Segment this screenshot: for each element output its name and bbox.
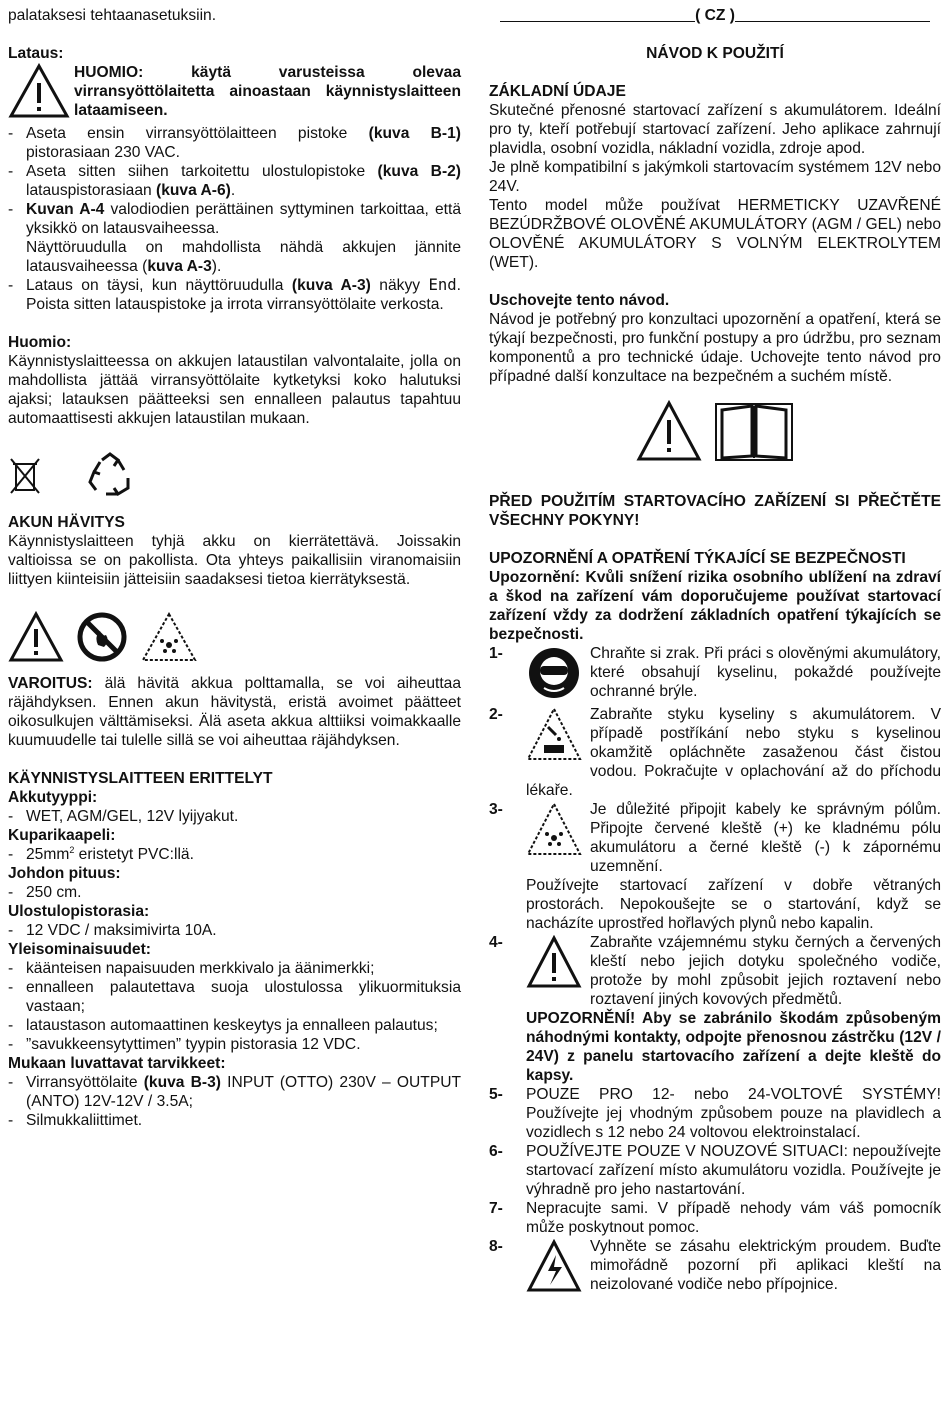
disposal-heading: AKUN HÄVITYS — [8, 514, 125, 531]
goggles-icon — [526, 646, 582, 705]
zakladni-p3: Tento model může používat HERMETICKY UZAVŘENÉ BEZÚDRŽBOVÉ OLOVĚNÉ AKUMULÁTORY (AGM / GEL) nebo OLOVĚNÉ AKUMULÁTORY S VOLNÝM ELEKTROLYTEM (WET). — [489, 197, 941, 271]
list-item: 3- Je důležité připojit kabely ke správným pólům. Připojte červené kleště (+) ke kladnému pólu akumulátoru a černé kleště (-) k zápornému uzemnění. Používejte startovací zařízení v dobře větraných prostorách. Nepokoušejte se o startování, když se nacházíte uprostřed hořlavých plynů nebo kapalin. — [489, 801, 941, 932]
spec-label: Mukaan luvattavat tarvikkeet: — [8, 1055, 226, 1072]
left-column — [8, 6, 461, 1130]
lataus-warning-text: HUOMIO: käytä varusteissa olevaa virransyöttölaitetta ainoastaan käynnistyslaitteen lataamiseen. — [74, 64, 461, 119]
list-item: 7- Nepracujte sami. V případě nehody vám váš pomocník může poskytnout pomoc. — [489, 1200, 941, 1236]
list-item: - käänteisen napaisuuden merkkivalo ja äänimerkki; — [8, 960, 375, 977]
continued-line: palataksesi tehtaanasetuksiin. — [8, 7, 217, 24]
right-column — [489, 6, 941, 1298]
list-item: - $25mm^2$ eristetyt PVC:llä. — [8, 844, 194, 863]
list-item: 1- Chraňte si zrak. Při práci s olověnými akumulátory, které obsahují kyselinu, pokaždé používejte ochranné brýle. — [489, 644, 941, 705]
warning-triangle-icon — [636, 400, 702, 467]
spec-label: Johdon pituus: — [8, 865, 121, 882]
varoitus-text: VAROITUS: älä hävitä akkua polttamalla, se voi aiheuttaa räjähdyksen. Ennen akun hävitystä, eristä avoimet päätteet oikosulkujen välttämiseksi. Älä aseta akkua alttiiksi voimakkaalle kuumuudelle tai tulelle sillä se voi aiheuttaa räjähdyksen. — [8, 675, 461, 749]
lataus-heading: Lataus: — [8, 45, 64, 62]
corrosive-icon — [526, 707, 582, 766]
specs-heading: KÄYNNISTYSLAITTEEN ERITTELYT — [8, 770, 273, 787]
list-item: - lataustason automaattinen keskeytys ja ennalleen palautus; — [8, 1017, 438, 1034]
uschovejte-heading: Uschovejte tento návod. — [489, 292, 670, 309]
zakladni-p2: Je plně kompatibilní s jakýmkoli startovacím systémem 12V nebo 24V. — [489, 159, 941, 195]
spec-label: Yleisominaisuudet: — [8, 941, 151, 958]
list-item: - 250 cm. — [8, 884, 82, 901]
warning-triangle-icon — [526, 935, 582, 994]
upozorneni-intro: Upozornění: Kvůli snížení rizika osobního ublížení na zdraví a škod na zařízení vám doporučujeme používat startovací zařízení vždy za dodržení základních opatření týkajících se bezpečnosti. — [489, 569, 941, 643]
crossed-bin-icon — [8, 456, 44, 501]
list-item: 4- Zabraňte vzájemnému styku černých a červených kleští nebo jejich dotyku společného vodiče, protože by mohl způsobit jejich roztavení nebo roztavení jiných kovových předmětů. UPOZORNĚNÍ! Aby se zabránilo škodám způsobeným náhodnými kontakty, odpojte přenosnou zástrčku (12V / 24V) z panelu startovacího zařízení a dejte kleště do kapsy. — [489, 934, 941, 1084]
disposal-text: Käynnistyslaitteen tyhjä akku on kierrätettävä. Joissakin valtioissa se on pakollista. Ota yhteys paikallisiin viranomaisiin liittyen kiinteisiin jätteisiin saadaksesi tietoa kierrätyksestä. — [8, 533, 461, 588]
warning-triangle-icon — [8, 611, 64, 668]
list-item: 6- POUŽÍVEJTE POUZE V NOUZOVÉ SITUACI: nepoužívejte startovací zařízení místo akumulátoru vozidla. Používejte je výhradně pro jeho nastartování. — [489, 1143, 941, 1198]
spec-label: Ulostulopistorasia: — [8, 903, 150, 920]
list-item: - ”savukkeensytyttimen” tyypin pistorasia 12 VDC. — [8, 1036, 361, 1053]
display-end-glyph: End — [428, 276, 457, 294]
language-header: ( CZ ) — [489, 6, 941, 25]
pred-heading: PŘED POUŽITÍM STARTOVACÍHO ZAŘÍZENÍ SI PŘEČTĚTE VŠECHNY POKYNY! — [489, 493, 941, 529]
list-item: 2- Zabraňte styku kyseliny s akumulátorem. V případě postříkání nebo styku s kyselinou okamžitě opláchněte zasaženou část čistou vodou. Pokračujte v oplachování až do příchodu lékaře. — [489, 706, 941, 799]
explosion-hazard-icon — [526, 802, 582, 861]
explosion-hazard-icon — [140, 611, 198, 668]
no-fire-icon — [76, 611, 128, 668]
upozorneni-heading: UPOZORNĚNÍ A OPATŘENÍ TÝKAJÍCÍ SE BEZPEČNOSTI — [489, 550, 906, 567]
list-item: - Lataus on täysi, kun näyttöruudulla (kuva A-3) näkyy End. Poista sitten latauspistoke ja irrota virransyöttölaite verkosta. — [8, 276, 462, 313]
zakladni-p1: Skutečné přenosné startovací zařízení s akumulátorem. Ideální pro ty, kteří potřebují startovací zařízení. Jeho aplikace zahrnují plavidla, osobní vozidla, nákladní vozidla, zdroje apod. — [489, 102, 941, 157]
spec-label: Kuparikaapeli: — [8, 827, 116, 844]
zakladni-heading: ZÁKLADNÍ ÚDAJE — [489, 83, 626, 100]
spec-label: Akkutyyppi: — [8, 789, 98, 806]
electric-hazard-icon — [526, 1239, 582, 1298]
list-item: - Silmukkaliittimet. — [8, 1112, 143, 1129]
list-item: 5- POUZE PRO 12- nebo 24-VOLTOVÉ SYSTÉMY! Používejte jej vhodným způsobem pouze na plavidlech a vozidlech s 12 nebo 24 voltovou elektroinstalací. — [489, 1086, 941, 1141]
list-item: - WET, AGM/GEL, 12V lyijyakut. — [8, 808, 239, 825]
list-item: 8- Vyhněte se zásahu elektrickým proudem. Buďte mimořádně pozorní při aplikaci kleští na neizolované vodiče nebo přípojnice. — [489, 1237, 941, 1298]
recycle-icon — [84, 450, 136, 507]
warning-triangle-icon — [8, 63, 74, 124]
list-item: - 12 VDC / maksimivirta 10A. — [8, 922, 217, 939]
lataus-warning — [8, 63, 461, 124]
list-item: - Virransyöttölaite (kuva B-3) INPUT (OTTO) 230V – OUTPUT (ANTO) 12V-12V / 3.5A; — [8, 1074, 462, 1110]
manual-book-icon — [714, 400, 794, 467]
uschovejte-text: Návod je potřebný pro konzultaci upozornění a opatření, která se týkají bezpečnosti, pro funkční postupy a pro údržbu, pro seznam komponentů a pro technické údaje. Uchovejte tento návod pro případné další konzultace na bezpečném a suchém místě. — [489, 311, 941, 385]
huomio-heading: Huomio: — [8, 334, 72, 351]
list-item: - ennalleen palautettava suoja ulostulossa ylikuormituksia vastaan; — [8, 979, 461, 1015]
page-title: NÁVOD K POUŽITÍ — [646, 45, 784, 62]
huomio-text: Käynnistyslaitteessa on akkujen lataustilan valvontalaite, jolla on mahdollista jättää virransyöttölaite kytketyksi koko halutuksi ajaksi; latauksen päätteeksi sen ennalleen palautus tapahtuu automaattisesti akkujen lataustilan mukaan. — [8, 353, 461, 427]
list-item: - Kuvan A-4 valodiodien perättäinen syttyminen tarkoittaa, että yksikkö on latausvaiheessa. Näyttöruudulla on mahdollista nähdä akkujen jännite latausvaiheessa (kuva A-3). — [8, 201, 461, 275]
list-item: - Aseta ensin virransyöttölaitteen pistoke (kuva B-1) pistorasiaan 230 VAC. — [8, 125, 461, 161]
list-item: - Aseta sitten siihen tarkoitettu ulostulopistoke (kuva B-2) latauspistorasiaan (kuva A-6). — [8, 163, 462, 199]
